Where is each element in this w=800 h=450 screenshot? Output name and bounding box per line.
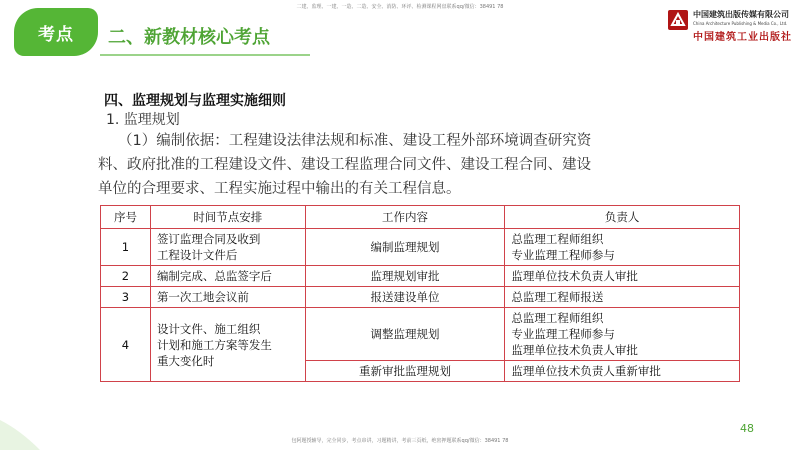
- page-number: 48: [740, 422, 754, 435]
- table-header-row: [101, 206, 740, 229]
- table-row: [101, 308, 740, 361]
- bottom-watermark-note: 包阿题授辅导，完全同步，考点串讲，习题精讲，考前三页纸，绝密押题联系qq/微信：38491 78: [291, 438, 509, 444]
- top-watermark-note: 二建、监理、一建、一造、二造、安全、消防、环评、检测课程网盘联系qq/微信：38491 78: [296, 4, 504, 10]
- cell-no: 2: [101, 266, 151, 287]
- cell-line: 监理单位技术负责人审批: [511, 343, 638, 357]
- content-subheading: 1. 监理规划: [106, 112, 180, 128]
- section-title: 二、新教材核心考点: [108, 27, 270, 48]
- cell-owner: [505, 308, 740, 361]
- header-no: 序号: [101, 206, 151, 229]
- cell-line: 签订监理合同及收到: [156, 232, 261, 246]
- cell-line: 专业监理工程师参与: [511, 248, 615, 262]
- cell-owner: [505, 361, 740, 382]
- cell-no: 1: [101, 229, 151, 266]
- cell-work: 编制监理规划: [305, 229, 505, 266]
- kaodian-badge: [14, 8, 98, 56]
- cell-line: 编制完成、总监签字后: [156, 269, 272, 283]
- cell-work: 调整监理规划: [305, 308, 505, 361]
- paragraph-line: 料、政府批准的工程建设文件、建设工程监理合同文件、建设工程合同、建设: [98, 157, 591, 173]
- paragraph-line: （1）编制依据：工程建设法律法规和标准、建设工程外部环境调查研究资: [118, 133, 592, 149]
- cell-time: [150, 287, 305, 308]
- cell-owner: [505, 229, 740, 266]
- cell-line: 专业监理工程师参与: [511, 327, 615, 341]
- cell-line: 监理单位技术负责人审批: [511, 269, 638, 283]
- cell-no: 4: [101, 308, 151, 382]
- table-row: [101, 266, 740, 287]
- cell-time: [150, 266, 305, 287]
- cell-line: 第一次工地会议前: [156, 290, 249, 304]
- table-row: [101, 229, 740, 266]
- cell-work: 报送建设单位: [305, 287, 505, 308]
- paragraph-line: 单位的合理要求、工程实施过程中输出的有关工程信息。: [98, 181, 461, 197]
- cell-line: 计划和施工方案等发生: [156, 337, 272, 352]
- cell-line: 设计文件、施工组织: [156, 321, 261, 336]
- cell-owner: [505, 266, 740, 287]
- publisher-logo-icon: [667, 9, 689, 31]
- cell-no: 3: [101, 287, 151, 308]
- basis-paragraph: [98, 129, 758, 201]
- cell-line: 重大变化时: [156, 353, 215, 368]
- publisher-calligraphy: 中国建筑工业出版社: [693, 32, 792, 43]
- cell-line: 总监理工程师组织: [511, 311, 604, 325]
- cell-line: 工程设计文件后: [156, 248, 238, 262]
- content-heading: 四、监理规划与监理实施细则: [104, 93, 286, 109]
- cell-line: 总监理工程师组织: [511, 232, 604, 246]
- header-work: 工作内容: [305, 206, 505, 229]
- publisher-name-cn: 中国建筑出版传媒有限公司: [693, 10, 789, 19]
- cell-line: 总监理工程师报送: [511, 290, 604, 304]
- title-underline: [100, 54, 310, 56]
- publisher-name-en: China Architecture Publishing & Media Co., Ltd.: [693, 21, 788, 26]
- cell-work: 监理规划审批: [305, 266, 505, 287]
- header-owner: 负责人: [505, 206, 740, 229]
- supervision-plan-table: [100, 205, 740, 382]
- cell-work: 重新审批监理规划: [305, 361, 505, 382]
- cell-line: 监理单位技术负责人重新审批: [511, 364, 661, 378]
- header-time: 时间节点安排: [150, 206, 305, 229]
- cell-time: [150, 229, 305, 266]
- badge-label: 考点: [38, 24, 74, 45]
- cell-owner: [505, 287, 740, 308]
- table-row: [101, 287, 740, 308]
- publisher-brand: [667, 9, 792, 43]
- cell-time: [150, 308, 305, 382]
